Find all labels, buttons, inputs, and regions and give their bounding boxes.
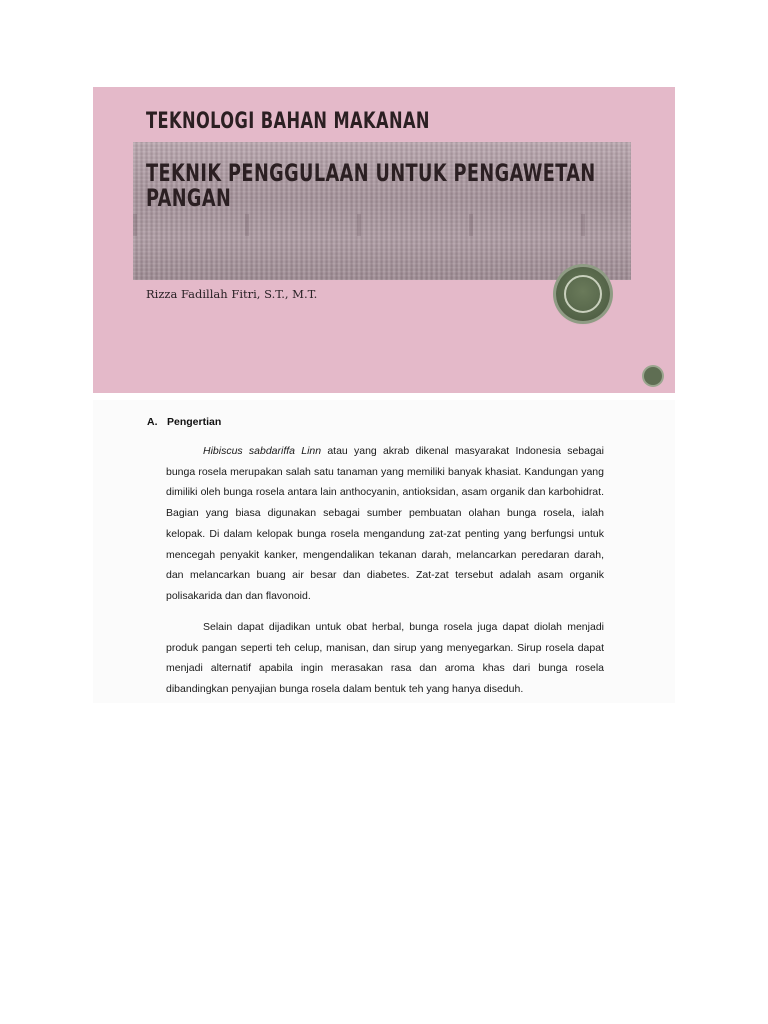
slide-author: Rizza Fadillah Fitri, S.T., M.T.	[146, 287, 318, 301]
slide-subtitle: TEKNIK PENGGULAAN UNTUK PENGAWETAN PANGAN	[146, 159, 596, 212]
species-name: Hibiscus sabdariffa Linn	[203, 445, 322, 457]
document-page	[93, 400, 675, 703]
decorative-circle-small	[644, 367, 662, 385]
section-title: Pengertian	[167, 416, 222, 428]
title-slide	[93, 87, 675, 393]
section-heading	[147, 416, 221, 428]
decorative-circle-large	[556, 267, 610, 321]
section-number: A.	[147, 416, 158, 428]
paragraph-1-body: atau yang akrab dikenal masyarakat Indonesia sebagai bunga rosela merupakan salah satu tanaman yang memiliki banyak khasiat. Kandungan yang dimiliki oleh bunga rosela antara lain anthocyanin, antioksidan, asam organik dan karbohidrat. Bagian yang biasa digunakan sebagai sumber pembuatan olahan bunga rosela, ialah kelopak. Di dalam kelopak bunga rosela mengandung zat-zat penting yang berfungsi untuk mencegah penyakit kanker, mengendalikan tekanan darah, melancarkan peredaran darah, dan melancarkan buang air besar dan diabetes. Zat-zat tersebut adalah asam organik polisakarida dan dan flavonoid.	[166, 445, 604, 602]
paragraph-2: Selain dapat dijadikan untuk obat herbal, bunga rosela juga dapat diolah menjadi produk pangan seperti teh celup, manisan, dan sirup yang menyegarkan. Sirup rosela dapat menjadi alternatif apabila ingin merasakan rasa dan aroma khas dari bunga rosela dibandingkan penyajian bunga rosela dalam bentuk teh yang hanya diseduh.	[166, 621, 604, 696]
slide-title: TEKNOLOGI BAHAN MAKANAN	[146, 109, 430, 134]
paragraph-1	[166, 441, 604, 607]
